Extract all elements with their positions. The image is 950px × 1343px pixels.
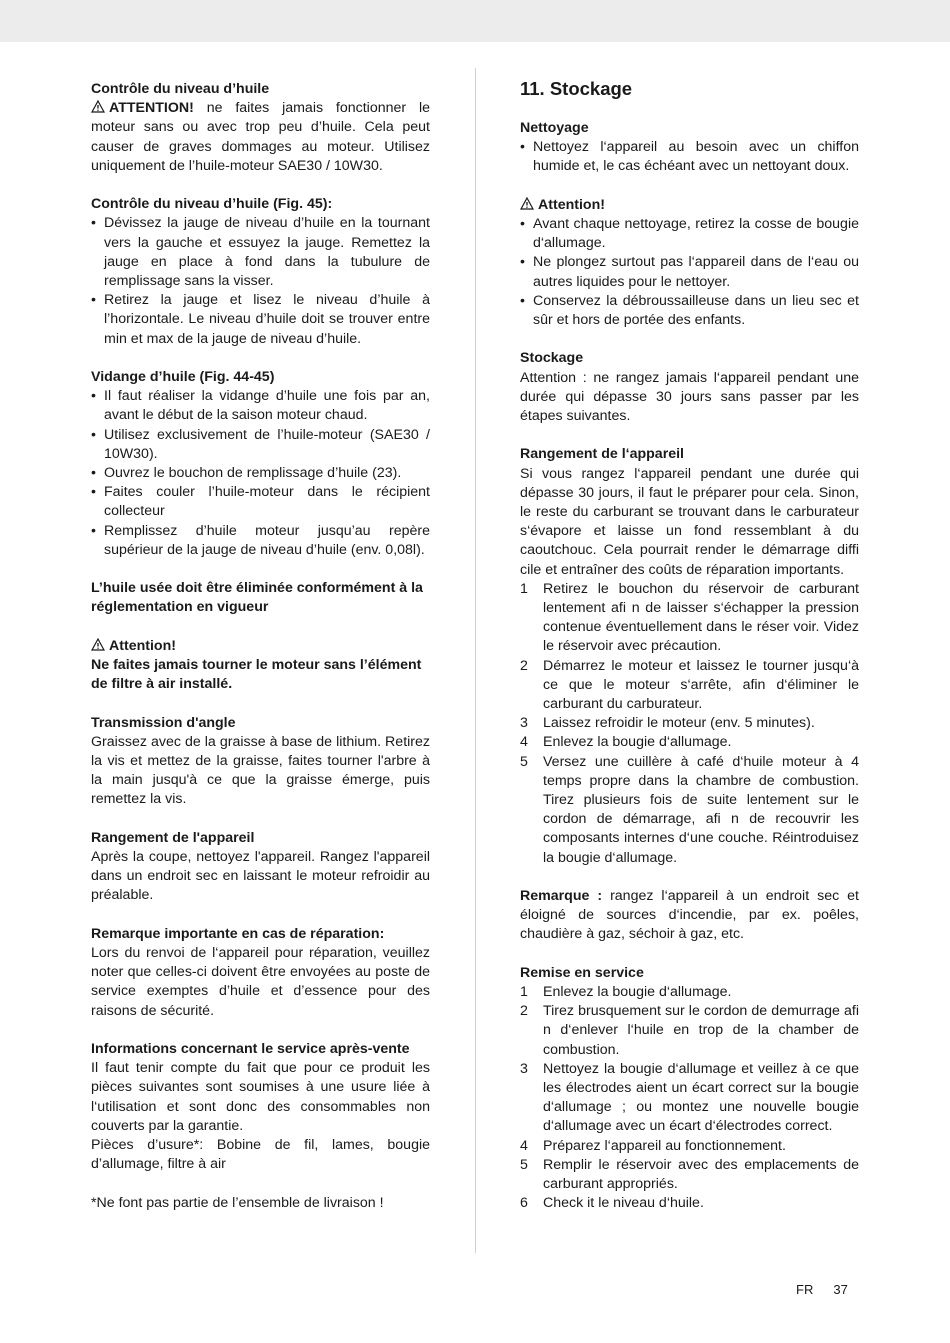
page-footer [796,1280,868,1299]
list-item: • Retirez la jauge et lisez le niveau d’huile à l’horizontale. Le niveau d’huile doit se trouver entre min et max de la jauge de niveau d’huile. [91,292,430,347]
list-item: 6 Check it le niveau d‘huile. [520,1195,704,1212]
footnote: *Ne font pas partie de l’ensemble de livraison ! [91,1194,384,1211]
stockage-heading: Stockage [520,350,584,367]
list-item: • Ne plongez surtout pas l‘appareil dans de l‘eau ou autres liquides pour le nettoyer. [520,254,859,290]
list-item: • Avant chaque nettoyage, retirez la cosse de bougie d‘allumage. [520,216,859,252]
wear-parts-text: Pièces d’usure*: Bobine de fil, lames, bougie d’allumage, filtre à air [91,1137,430,1173]
storage-left-heading: Rangement de l'appareil [91,829,255,846]
storage-left-text: Après la coupe, nettoyez l'appareil. Rangez l'appareil dans un endroit sec en laissant le moteur refroidir au préalable. [91,849,430,904]
remark-section [520,887,859,945]
transmission-section [91,714,430,810]
oil-check-heading: Contrôle du niveau d’huile [91,81,270,97]
warning-icon [91,638,105,651]
air-filter-warning: Ne faites jamais tourner le moteur sans l’élément de filtre à air installé. [91,657,422,693]
right-attention-section [520,196,859,330]
cleaning-list [520,138,859,176]
oil-check-section [91,80,430,176]
page-title: 11. Stockage [520,78,633,99]
service-text: Il faut tenir compte du fait que pour ce produit les pièces suivantes sont soumises à une usure liée à l‘utilisation et sont donc des consommables non couverts par la garantie. [91,1060,430,1134]
transmission-text: Graissez avec de la graisse à base de lithium. Retirez la vis et mettez de la graisse, faites tourner l'arbre à la main jusqu'à ce que la graisse émerge, puis remettez la vis. [91,733,430,808]
air-filter-attention-section [91,637,430,695]
list-item: • Il faut réaliser la vidange d’huile une fois par an, avant le début de la saison moteur chaud. [91,388,430,424]
stockage-text: Attention : ne rangez jamais l‘appareil pendant une durée qui dépasse 30 jours sans passer par les étapes suivantes. [520,369,859,425]
oil-change-section [91,368,430,560]
rangement-heading: Rangement de l‘appareil [520,446,684,463]
list-item: 5 Remplir le réservoir avec des emplacements de carburant appropriés. [520,1156,859,1193]
disposal-note: L’huile usée doit être éliminée conformément à la réglementation en vigueur [91,580,423,616]
stockage-section [520,349,859,426]
left-column [91,80,430,1213]
transmission-heading: Transmission d'angle [91,714,236,731]
disposal-section [91,579,430,617]
right-column [520,77,859,1233]
top-bar [0,0,950,42]
list-item: 1 Enlevez la bougie d‘allumage. [520,984,732,1001]
remise-section [520,964,859,1214]
list-item: • Faites couler l’huile-moteur dans le récipient collecteur [91,484,430,520]
attention-heading: Attention! [520,196,859,215]
rangement-steps [520,580,859,868]
list-item: 2 Tirez brusquement sur le cordon de demurrage afi n d‘enlever l‘huile en trop de la chamber de combustion. [520,1003,859,1058]
warning-icon [520,197,534,210]
cleaning-section [520,119,859,177]
cleaning-heading: Nettoyage [520,120,589,136]
attention-list [520,215,859,330]
rangement-section [520,445,859,867]
list-item: • Ouvrez le bouchon de remplissage d’huile (23). [91,465,402,482]
oil-change-list [91,387,430,560]
rangement-text: Si vous rangez l‘appareil pendant une durée qui dépasse 30 jours, il faut le préparer pour cela. Sinon, le reste du carburant se trouvant dans le carburateur s‘évapore et laisse un fond ressemblant à du caoutchouc. Cela pourrait render le démarrage diffi cile et entraîner des coûts de réparation importants. [520,465,859,578]
list-item: • Nettoyez l‘appareil au besoin avec un chiffon humide et, le cas échéant avec un nettoyant doux. [520,139,859,175]
storage-left-section [91,829,430,906]
repair-text: Lors du renvoi de l‘appareil pour réparation, veuillez noter que celles-ci doivent être envoyées au poste de service exemptes d’huile et d’essence pour des raisons de sécurité. [91,945,430,1019]
warning-icon [91,100,105,113]
attention-heading: Attention! [91,637,430,656]
oil-check-fig-section [91,195,430,349]
list-item: • Utilisez exclusivement de l’huile-moteur (SAE30 / 10W30). [91,426,430,462]
repair-heading: Remarque importante en cas de réparation: [91,925,385,942]
column-divider [475,68,476,1253]
oil-check-fig-list [91,214,430,348]
list-item: 4 Préparez l‘appareil au fonctionnement. [520,1137,786,1154]
list-item: 3 Laissez refroidir le moteur (env. 5 minutes). [520,715,815,732]
list-item: 3 Nettoyez la bougie d‘allumage et veillez à ce que les électrodes aient un écart correct sur la bougie d‘allumage ; ou montez une nouvelle bougie d‘allumage avec un écart d‘électrodes correct. [520,1060,859,1135]
repair-section [91,925,430,1021]
oil-check-warning-label: ATTENTION! [109,100,194,117]
list-item: 2 Démarrez le moteur et laissez le tourner jusqu‘à ce que le moteur s‘arrête, afin d‘éliminer le carburant du carburateur. [520,657,859,713]
language-code: FR [796,1282,814,1297]
service-heading: Informations concernant le service après-vente [91,1041,410,1058]
list-item: 5 Versez une cuillère à café d‘huile moteur à 4 temps propre dans la chambre de combustion. Tirez plusieurs fois de suite lentement sur le cordon de démarrage, afi n de recouvrir les composants internes d‘une couche. Réintroduisez la bougie d‘allumage. [520,753,859,866]
list-item: 4 Enlevez la bougie d‘allumage. [520,734,732,751]
list-item: • Conservez la débroussailleuse dans un lieu sec et sûr et hors de portée des enfants. [520,292,859,329]
remark-text: Remarque : rangez l‘appareil à un endroit sec et éloigné de sources d‘incendie, par ex. poêles, chaudière à gaz, séchoir à gaz, etc. [520,888,860,943]
oil-check-text [91,99,430,176]
oil-check-fig-heading: Contrôle du niveau d’huile (Fig. 45): [91,196,333,213]
oil-check-warning-text: ne faites jamais fonctionner le moteur sans ou avec trop peu d’huile. Cela peut causer de graves dommages au moteur. Utilisez uniquement de l’huile-moteur SAE30 / 10W30. [91,100,430,174]
oil-change-heading: Vidange d’huile (Fig. 44-45) [91,369,275,386]
list-item: • Remplissez d’huile moteur jusqu’au repère supérieur de la jauge de niveau d’huile (env. 0,08l). [91,522,430,558]
remise-heading: Remise en service [520,964,644,981]
page-number: 37 [833,1282,848,1297]
service-section [91,1040,430,1174]
list-item: 1 Retirez le bouchon du réservoir de carburant lentement afi n de laisser s‘échapper la pression contenue éventuellement dans le réser voir. Videz le réservoir avec précaution. [520,580,859,655]
remise-steps [520,983,859,1213]
list-item: • Dévissez la jauge de niveau d’huile en la tournant vers la gauche et essuyez la jauge. Remettez la jauge en place à fond dans la tubulure de remplissage sans la visser. [91,215,430,290]
